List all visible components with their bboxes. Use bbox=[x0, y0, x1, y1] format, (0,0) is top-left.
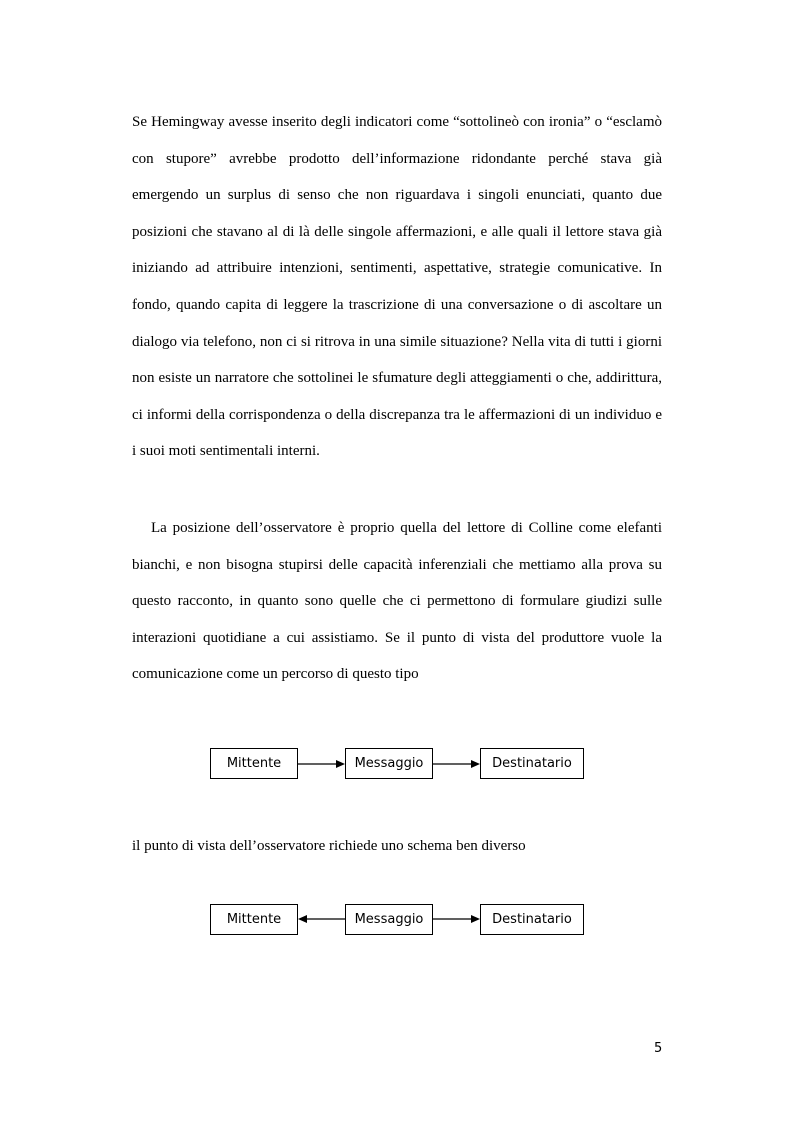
diagram2-box-destinatario: Destinatario bbox=[480, 904, 584, 935]
arrowhead-1 bbox=[336, 760, 345, 768]
diagram1-box-destinatario: Destinatario bbox=[480, 748, 584, 779]
arrowhead-2 bbox=[471, 760, 480, 768]
diagram1-box-mittente: Mittente bbox=[210, 748, 298, 779]
body-paragraph-3: il punto di vista dell’osservatore richiede uno schema ben diverso bbox=[132, 838, 526, 854]
diagram2-box-mittente: Mittente bbox=[210, 904, 298, 935]
page-number: 5 bbox=[654, 1041, 663, 1056]
arrowhead-3 bbox=[298, 915, 307, 923]
diagram2-box-messaggio: Messaggio bbox=[345, 904, 433, 935]
body-paragraph-2: La posizione dell’osservatore è proprio quella del lettore di Colline come elefanti bianchi, e non bisogna stupirsi delle capacità inferenziali che mettiamo alla prova su questo racconto, in quanto sono quelle che ci permettono di formulare giudizi sulle interazioni quotidiane a cui assistiamo. Se il punto di vista del produttore vuole la comunicazione come un percorso di questo tipo bbox=[132, 520, 662, 683]
diagram1-box-messaggio: Messaggio bbox=[345, 748, 433, 779]
body-paragraph-1: Se Hemingway avesse inserito degli indicatori come “sottolineò con ironia” o “esclamò con stupore” avrebbe prodotto dell’informazione ridondante perché stava già emergendo un surplus di senso che non riguardava i singoli enunciati, quanto due posizioni che stavano al di là delle singole affermazioni, e alle quali il lettore stava già iniziando ad attribuire intenzioni, sentimenti, aspettative, strategie comunicative. In fondo, quando capita di leggere la trascrizione di una conversazione o di ascoltare un dialogo via telefono, non ci si ritrova in una simile situazione? Nella vita di tutti i giorni non esiste un narratore che sottolinei le sfumature degli atteggiamenti o che, addirittura, ci informi della corrispondenza o della discrepanza tra le affermazioni di un individuo e i suoi moti sentimentali interni. bbox=[132, 114, 662, 460]
arrowhead-4 bbox=[471, 915, 480, 923]
